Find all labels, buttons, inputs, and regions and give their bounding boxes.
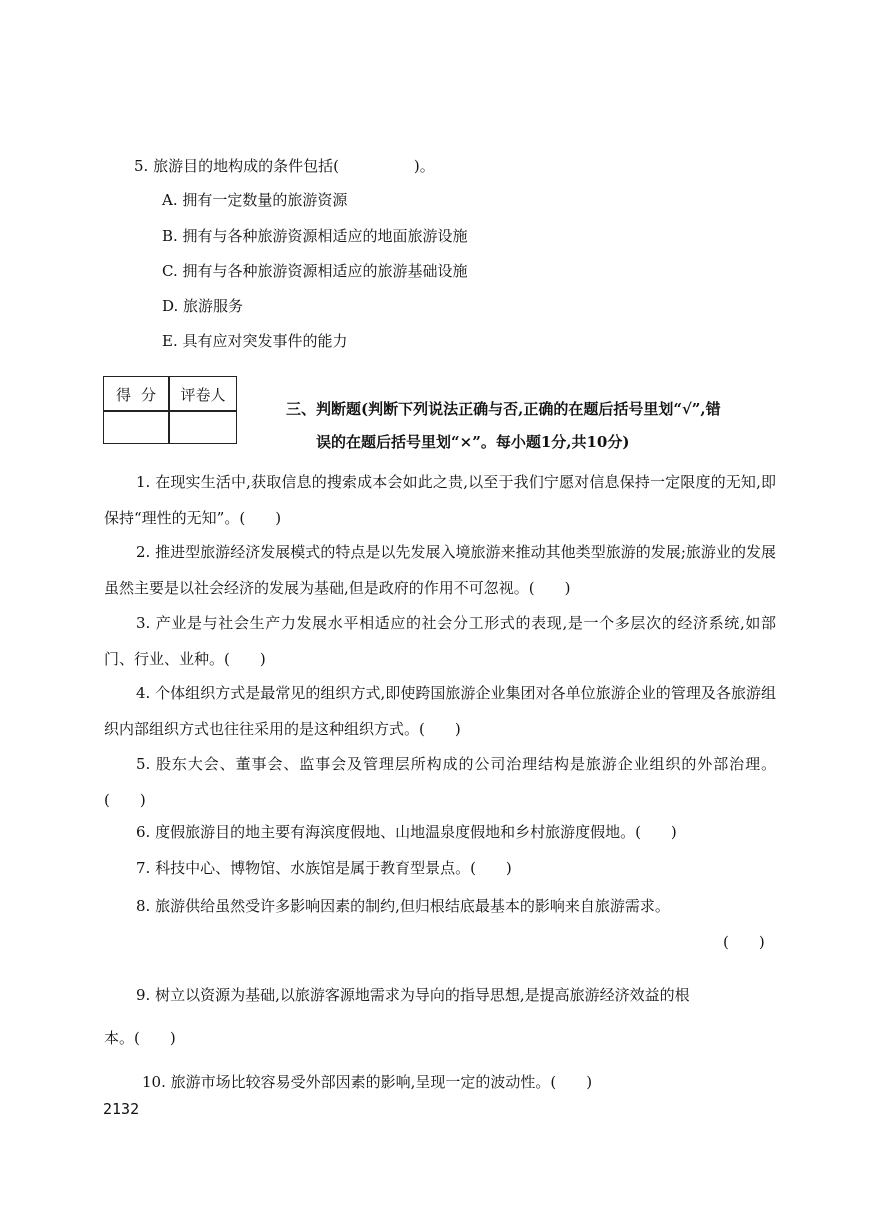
judgment-5: 5. 股东大会、董事会、监事会及管理层所构成的公司治理结构是旅游企业组织的外部治理。( ) bbox=[104, 755, 776, 809]
option-c: C. 拥有与各种旅游资源相适应的旅游基础设施 bbox=[162, 262, 468, 280]
grader-label: 评卷人 bbox=[180, 386, 226, 404]
option-a: A. 拥有一定数量的旅游资源 bbox=[162, 191, 348, 209]
option-e: E. 具有应对突发事件的能力 bbox=[162, 332, 348, 350]
option-b: B. 拥有与各种旅游资源相适应的地面旅游设施 bbox=[162, 227, 468, 245]
judgment-6: 6. 度假旅游目的地主要有海滨度假地、山地温泉度假地和乡村旅游度假地。( ) bbox=[136, 823, 677, 841]
page-number: 2132 bbox=[103, 1100, 140, 1118]
judgment-8-bracket: ( ) bbox=[723, 933, 765, 951]
section-title-cont: 误的在题后括号里划“×”。每小题1分,共10分) bbox=[316, 433, 630, 451]
option-d: D. 旅游服务 bbox=[162, 297, 244, 315]
judgment-1: 1. 在现实生活中,获取信息的搜索成本会如此之贵,以至于我们宁愿对信息保持一定限度的无知,即保持“理性的无知”。( ) bbox=[104, 473, 776, 527]
judgment-10: 10. 旅游市场比较容易受外部因素的影响,呈现一定的波动性。( ) bbox=[142, 1073, 593, 1091]
judgment-3: 3. 产业是与社会生产力发展水平相适应的社会分工形式的表现,是一个多层次的经济系统,如部门、行业、业种。( ) bbox=[104, 614, 776, 668]
question-5: 5. 旅游目的地构成的条件包括( )。 bbox=[134, 157, 435, 175]
judgment-2: 2. 推进型旅游经济发展模式的特点是以先发展入境旅游来推动其他类型旅游的发展;旅游业的发展虽然主要是以社会经济的发展为基础,但是政府的作用不可忽视。( ) bbox=[104, 543, 776, 597]
judgment-9: 9. 树立以资源为基础,以旅游客源地需求为导向的指导思想,是提高旅游经济效益的根 bbox=[136, 986, 690, 1004]
section-title: 三、判断题(判断下列说法正确与否,正确的在题后括号里划“√”,错 bbox=[286, 400, 721, 418]
judgment-9-cont: 本。( ) bbox=[104, 1029, 176, 1047]
judgment-8: 8. 旅游供给虽然受许多影响因素的制约,但归根结底最基本的影响来自旅游需求。 bbox=[136, 897, 670, 915]
judgment-4: 4. 个体组织方式是最常见的组织方式,即使跨国旅游企业集团对各单位旅游企业的管理及各旅游组织内部组织方式也往往采用的是这种组织方式。( ) bbox=[104, 684, 776, 738]
score-label: 得分 bbox=[115, 386, 166, 404]
judgment-7: 7. 科技中心、博物馆、水族馆是属于教育型景点。( ) bbox=[136, 859, 512, 877]
score-box-divider bbox=[104, 410, 236, 412]
score-box bbox=[103, 376, 237, 444]
